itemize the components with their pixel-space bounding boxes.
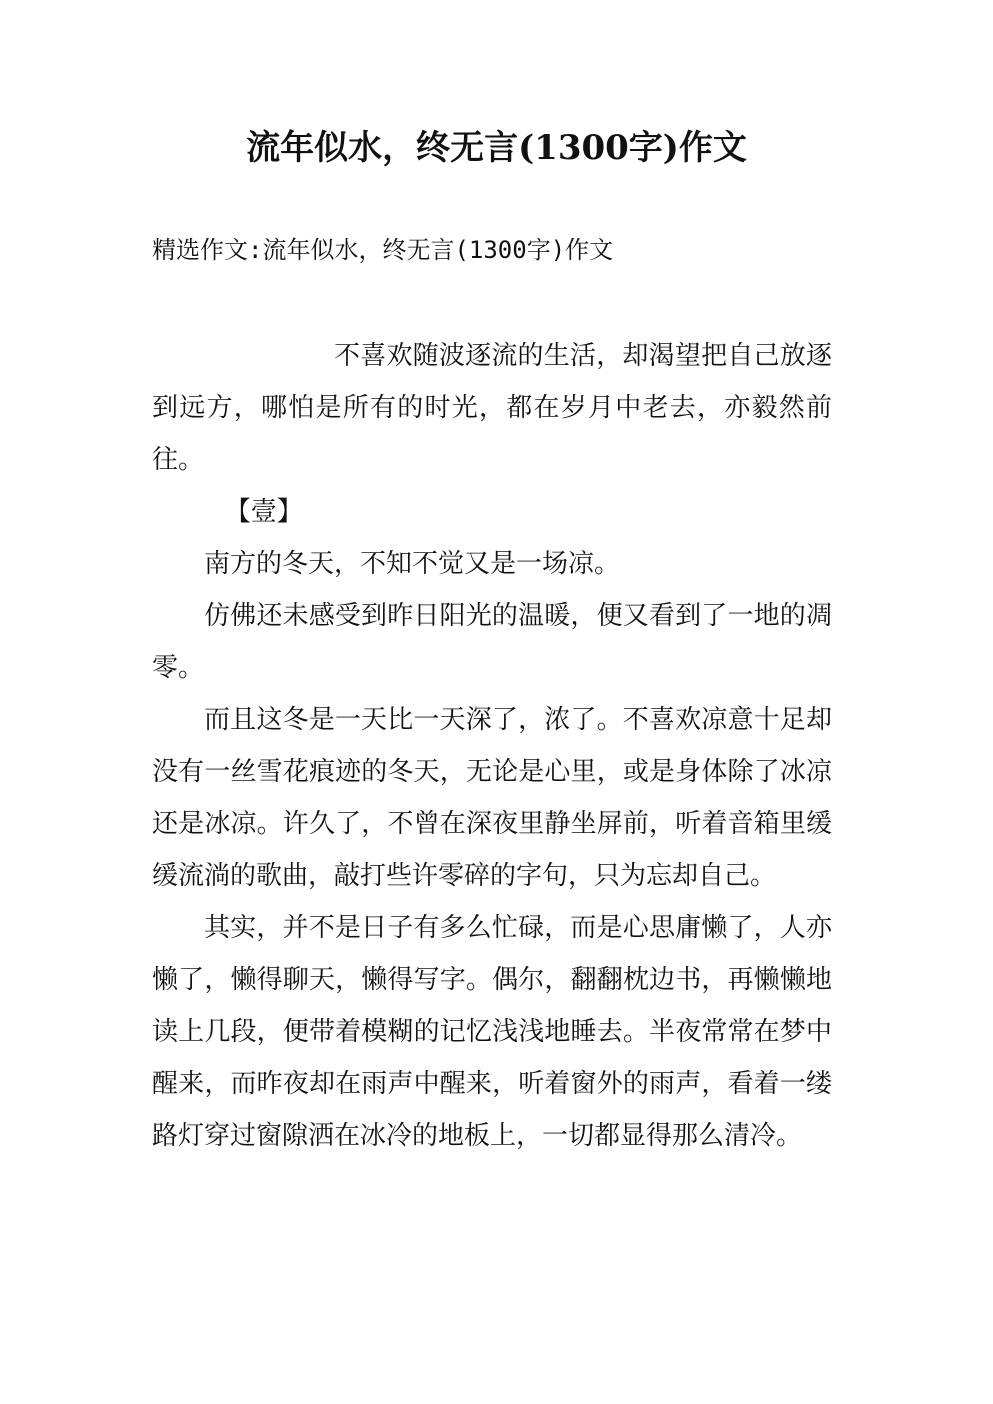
- paragraph-4: 其实，并不是日子有多么忙碌，而是心思庸懒了，人亦懒了，懒得聊天，懒得写字。偶尔，翻翻枕边书，再懒懒地读上几段，便带着模糊的记忆浅浅地睡去。半夜常常在梦中醒来，而昨夜却在雨声中醒来，听着窗外的雨声，看着一缕路灯穿过窗隙洒在冰冷的地板上，一切都显得那么清冷。: [152, 913, 832, 1151]
- document-title: 流年似水，终无言(1300字)作文: [246, 128, 747, 168]
- paragraph-3: 而且这冬是一天比一天深了，浓了。不喜欢凉意十足却没有一丝雪花痕迹的冬天，无论是心里，或是身体除了冰凉还是冰凉。许久了，不曾在深夜里静坐屏前，听着音箱里缓缓流淌的歌曲，敲打些许零碎的字句，只为忘却自己。: [152, 705, 832, 891]
- section-heading: 【壹】: [224, 497, 303, 527]
- paragraph-2: 仿佛还未感受到昨日阳光的温暖，便又看到了一地的凋零。: [152, 601, 832, 683]
- paragraph-1: 南方的冬天，不知不觉又是一场凉。: [204, 549, 621, 579]
- paragraph-intro: 不喜欢随波逐流的生活，却渴望把自己放逐到远方，哪怕是所有的时光，都在岁月中老去，亦毅然前往。: [152, 341, 832, 475]
- document-subtitle: 精选作文:流年似水，终无言(1300字)作文: [152, 236, 614, 264]
- document-body: [152, 330, 832, 1162]
